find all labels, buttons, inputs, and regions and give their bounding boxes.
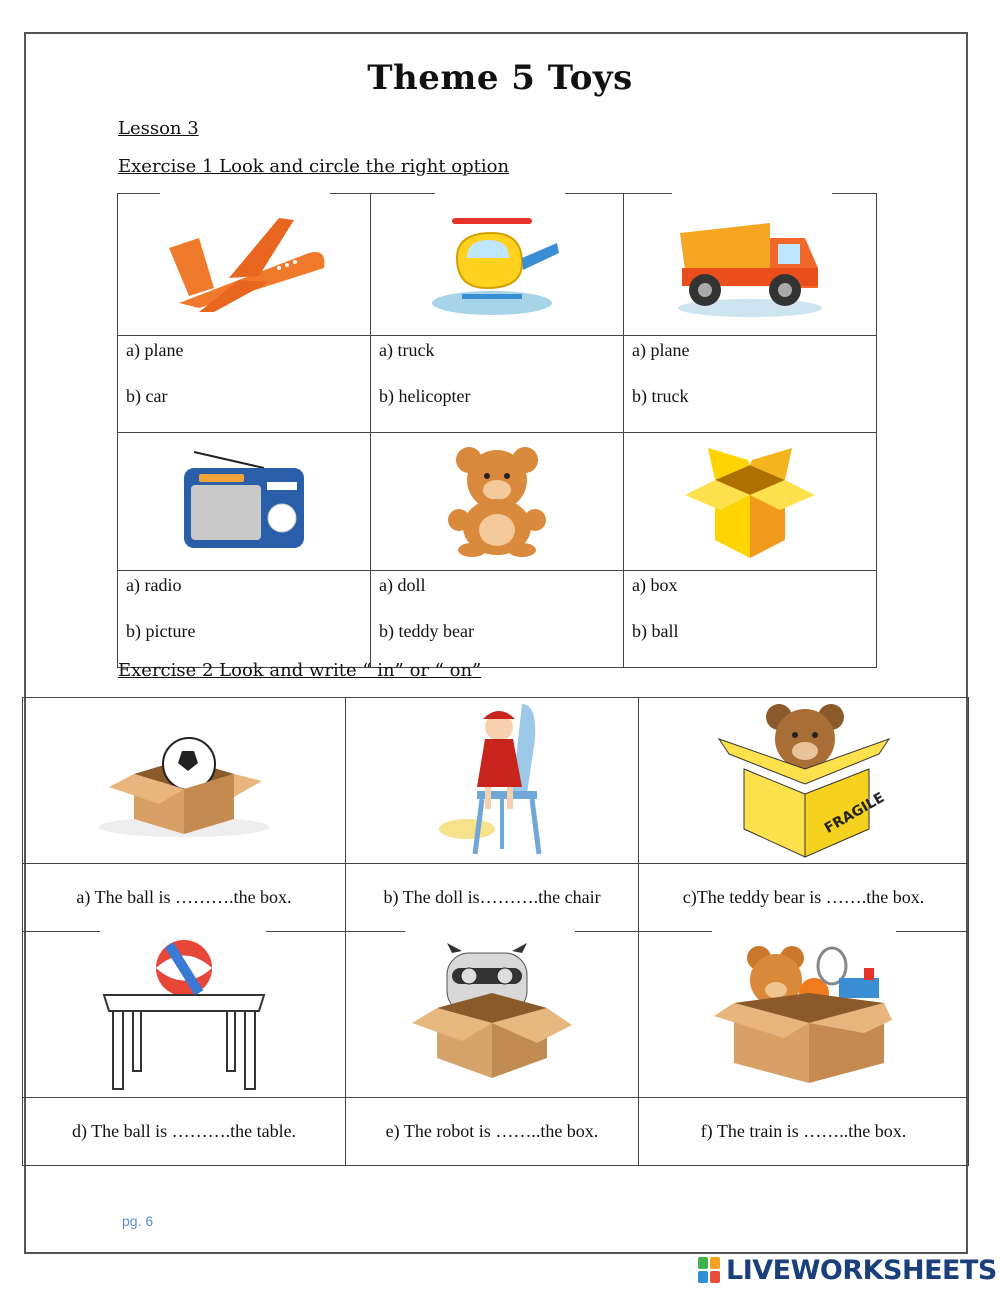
option-a[interactable]: a) plane [632, 340, 690, 360]
truck-icon [670, 208, 830, 318]
exercise1-image-cell [371, 433, 624, 571]
radio-icon [179, 450, 309, 550]
border-gap [160, 191, 330, 195]
page-title: Theme 5 Toys [367, 58, 633, 98]
option-b[interactable]: b) truck [632, 386, 689, 406]
exercise2-sentence: c)The teddy bear is …….the box. [639, 864, 969, 932]
border-gap [672, 191, 832, 195]
exercise2-heading: Exercise 2 Look and write “ in” or “ on” [118, 660, 482, 681]
exercise1-image-cell [624, 194, 877, 336]
exercise2-image-cell [346, 932, 639, 1098]
exercise1-image-cell [118, 433, 371, 571]
border-gap [435, 191, 565, 195]
exercise2-sentence: d) The ball is ……….the table. [23, 1098, 346, 1166]
exercise1-options [624, 336, 877, 433]
border-gap [432, 426, 564, 430]
exercise1-image-cell [624, 433, 877, 571]
exercise1-image-cell [371, 194, 624, 336]
exercise1-image-cell [118, 194, 371, 336]
plane-icon [159, 208, 329, 318]
exercise2-image-cell [639, 932, 969, 1098]
border-gap [100, 930, 266, 934]
exercise1-options [118, 336, 371, 433]
option-b[interactable]: b) teddy bear [379, 621, 474, 641]
liveworksheets-icon [698, 1257, 720, 1283]
option-a[interactable]: a) box [632, 575, 678, 595]
lesson-heading: Lesson 3 [118, 118, 199, 139]
border-gap [712, 930, 896, 934]
helicopter-icon [427, 208, 567, 318]
box-icon [680, 440, 820, 560]
exercise1-table [117, 193, 877, 668]
option-b[interactable]: b) picture [126, 621, 196, 641]
border-gap [405, 930, 575, 934]
option-b[interactable]: b) helicopter [379, 386, 471, 406]
exercise2-sentence: e) The robot is ……..the box. [346, 1098, 639, 1166]
exercise2-image-cell [639, 698, 969, 864]
doll-on-chair-icon [427, 699, 557, 859]
exercise2-image-cell [23, 698, 346, 864]
exercise1-options [371, 336, 624, 433]
page-number: pg. 6 [122, 1213, 154, 1229]
robot-in-box-icon [407, 943, 577, 1083]
exercise1-heading: Exercise 1 Look and circle the right option [118, 156, 510, 177]
svg-text:FRAGILE: FRAGILE [821, 789, 887, 837]
exercise2-sentence: f) The train is ……..the box. [639, 1098, 969, 1166]
border-gap [175, 426, 315, 430]
ball-on-table-icon [99, 933, 269, 1093]
option-a[interactable]: a) plane [126, 340, 184, 360]
train-in-box-icon [714, 938, 894, 1088]
exercise2-image-cell [346, 698, 639, 864]
exercise1-options [371, 571, 624, 668]
option-a[interactable]: a) truck [379, 340, 435, 360]
exercise1-options [624, 571, 877, 668]
exercise2-sentence: b) The doll is……….the chair [346, 864, 639, 932]
option-b[interactable]: b) car [126, 386, 168, 406]
exercise2-sentence: a) The ball is ……….the box. [23, 864, 346, 932]
ball-in-box-icon [94, 719, 274, 839]
exercise1-options [118, 571, 371, 668]
teddy-bear-icon [437, 442, 557, 557]
border-gap [675, 426, 830, 430]
option-a[interactable]: a) radio [126, 575, 182, 595]
teddy-in-box-icon [709, 699, 899, 859]
option-b[interactable]: b) ball [632, 621, 679, 641]
option-a[interactable]: a) doll [379, 575, 426, 595]
exercise2-image-cell [23, 932, 346, 1098]
brand-name: LIVEWORKSHEETS [726, 1254, 997, 1286]
liveworksheets-logo[interactable] [698, 1254, 997, 1286]
